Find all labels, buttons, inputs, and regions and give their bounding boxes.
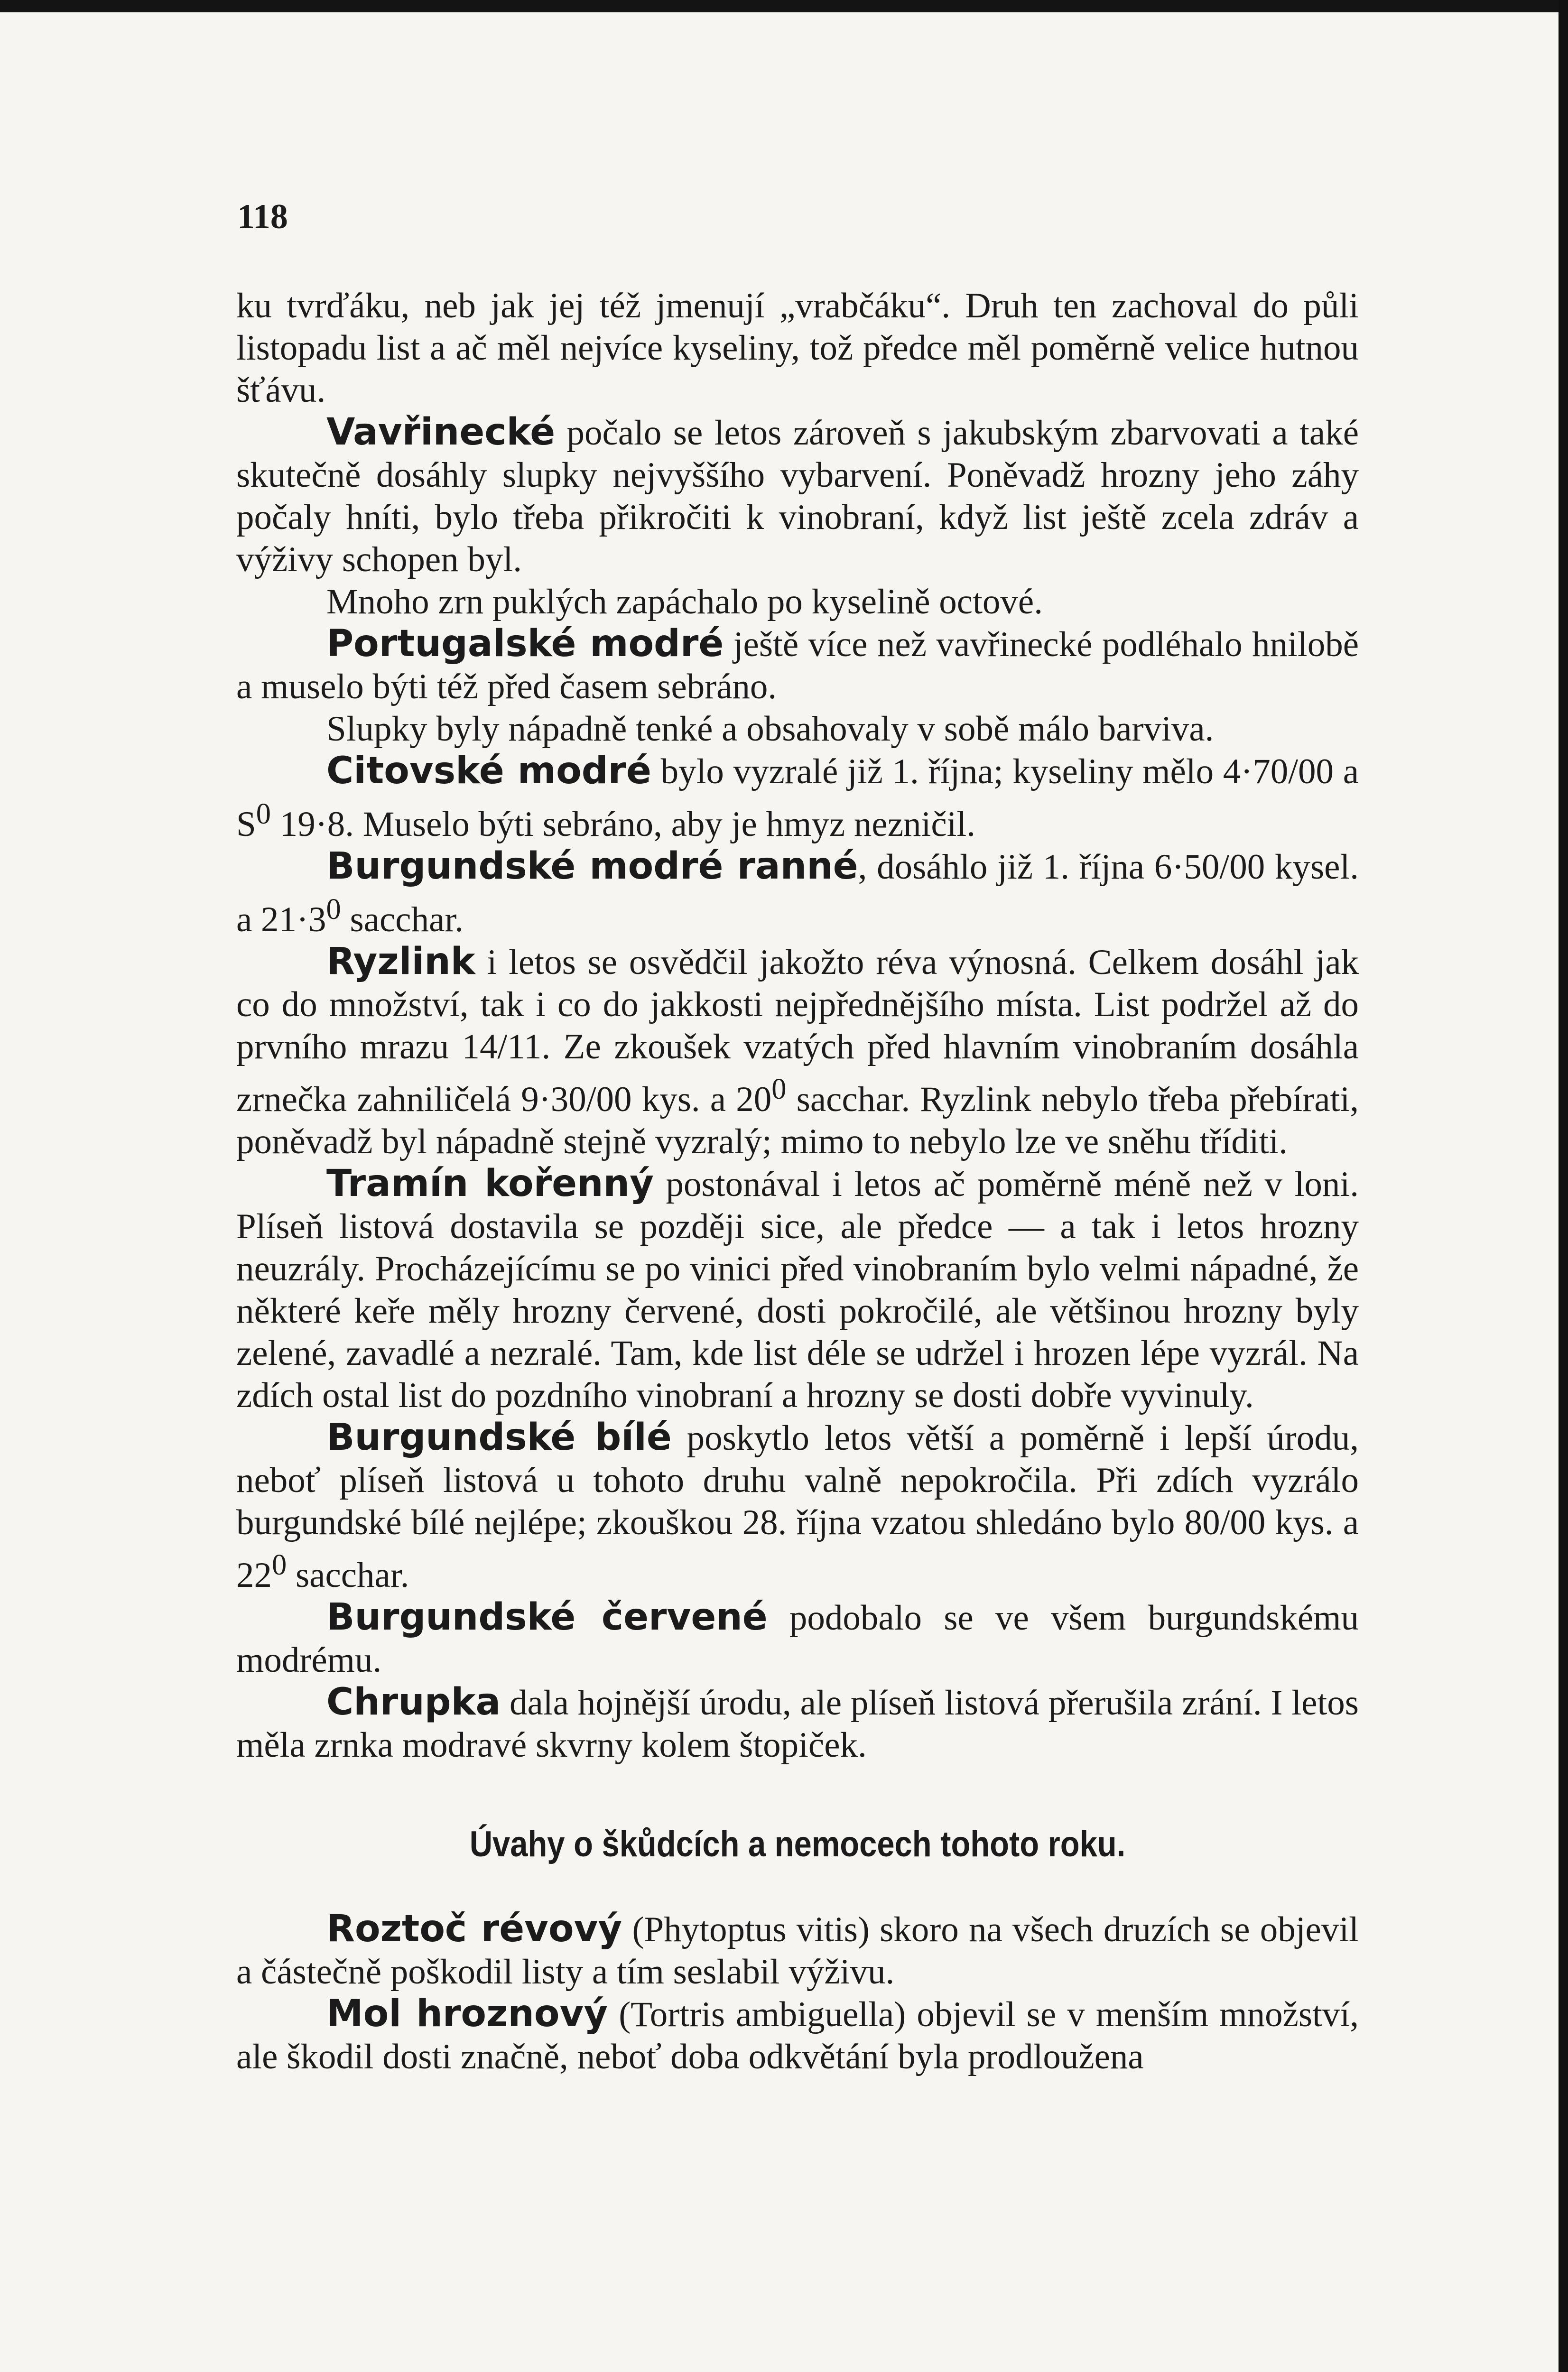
- degree-sign: 0: [326, 892, 341, 926]
- body-text: [236, 285, 1359, 2078]
- paragraph-tramin: Tramín kořenný postonával i letos ač poměrně méně než v loni. Plíseň listová dostavila se později sice, ale předce — a tak i letos hrozny neuzrály. Procházejícímu se po vinici před vinobraním bylo velmi nápadné, že některé keře měly hrozny červené, dosti pokročilé, ale většinou hrozny byly zelené, zavadlé a nezralé. Tam, kde list déle se udržel i hrozen lépe vyzrál. Na zdích ostal list do pozdního vinobraní a hrozny se dosti dobře vyvinuly.: [236, 1162, 1359, 1415]
- variety-name: Citovské modré: [326, 750, 651, 792]
- scan-edge-right: [1559, 0, 1568, 2372]
- paragraph-continuation: ku tvrďáku, neb jak jej též jmenují „vrabčáku“. Druh ten zachoval do půli listopadu list a ač měl nejvíce kyseliny, tož předce měl poměrně velice hutnou šťávu.: [236, 286, 1359, 410]
- paragraph-mnoho: Mnoho zrn puklých zapáchalo po kyselině octové.: [326, 582, 1043, 621]
- paragraph-roztoc: Roztoč révový (Phytoptus vitis) skoro na všech druzích se objevil a částečně poškodil listy a tím seslabil výživu.: [236, 1908, 1359, 1992]
- permille-sign: 0/00: [1202, 1503, 1266, 1542]
- paragraph-mol: Mol hroznový (Tortris ambiguella) objevil se v menším množství, ale škodil dosti značně, neboť doba odkvětání byla prodloužena: [236, 1992, 1359, 2076]
- paragraph-vavrinecke: Vavřinecké počalo se letos zároveň s jakubským zbarvovati a také skutečně dosáhly slupky nejvyššího vybarvení. Poněvadž hrozny jeho záhy počaly hníti, bylo třeba přikročiti k vinobraní, když list ještě zcela zdráv a výživy schopen byl.: [236, 411, 1359, 579]
- variety-name: Vavřinecké: [326, 411, 556, 454]
- paragraph-burgundske-cervene: Burgundské červené podobalo se ve všem burgundskému modrému.: [236, 1596, 1359, 1680]
- paragraph-chrupka: Chrupka dala hojnější úrodu, ale plíseň listová přerušila zrání. I letos měla zrnka modravé skvrny kolem štopiček.: [236, 1681, 1359, 1765]
- permille-sign: 0/00: [1270, 752, 1334, 791]
- section-heading: Úvahy o škůdcích a nemocech tohoto roku.: [469, 1824, 1126, 1864]
- spacer: [236, 1766, 1359, 1823]
- permille-sign: 0/00: [1201, 847, 1265, 887]
- degree-sign: 0: [256, 797, 271, 830]
- variety-name: Ryzlink: [326, 940, 475, 983]
- variety-name: Chrupka: [326, 1681, 501, 1723]
- paragraph-ryzlink: Ryzlink i letos se osvědčil jakožto réva výnosná. Celkem dosáhl jak co do množství, tak i co do jakkosti nejpřednějšího místa. List podržel až do prvního mrazu 14/11. Ze zkoušek vzatých před hlavním vinobraním dosáhla zrnečka zahniličelá 9·30/00 kys. a $20^0$ sacchar. Ryzlink nebylo třeba přebírati, poněvadž byl nápadně stejně vyzralý; mimo to nebylo lze ve sněhu tříditi.: [236, 940, 1359, 1161]
- variety-name: Burgundské bílé: [326, 1416, 672, 1459]
- permille-sign: 0/00: [568, 1080, 632, 1119]
- pest-name: Mol hroznový: [326, 1992, 608, 2035]
- paragraph-slupky: Slupky byly nápadně tenké a obsahovaly v sobě málo barviva.: [326, 709, 1214, 749]
- variety-name: Burgundské modré ranné: [326, 845, 858, 888]
- scan-edge-top: [0, 0, 1568, 12]
- degree-sign: 0: [771, 1072, 787, 1105]
- paragraph-portugalske: Portugalské modré ještě více než vavřinecké podléhalo hnilobě a muselo býti též před časem sebráno.: [236, 622, 1359, 706]
- spacer: [236, 1865, 1359, 1908]
- pest-name: Roztoč révový: [326, 1908, 622, 1950]
- paragraph-burgundske-ranne: Burgundské modré ranné, dosáhlo již 1. října 6·50/00 kysel. a $21\cdot 3^0$ sacchar.: [236, 845, 1359, 939]
- degree-sign: 0: [272, 1548, 287, 1581]
- page-number: 118: [237, 197, 288, 236]
- variety-name: Portugalské modré: [326, 622, 724, 665]
- variety-name: Tramín kořenný: [326, 1162, 654, 1205]
- paragraph-citovske: Citovské modré bylo vyzralé již 1. října; kyseliny mělo 4·70/00 a $S^0$ 19·8. Muselo býti sebráno, aby je hmyz nezničil.: [236, 750, 1359, 844]
- paragraph-burgundske-bile: Burgundské bílé poskytlo letos větší a poměrně i lepší úrodu, neboť plíseň listová u tohoto druhu valně nepokročila. Při zdích vyzrálo burgundské bílé nejlépe; zkouškou 28. října vzatou shledáno bylo 80/00 kys. a $22^0$ sacchar.: [236, 1416, 1359, 1595]
- variety-name: Burgundské červené: [326, 1596, 768, 1639]
